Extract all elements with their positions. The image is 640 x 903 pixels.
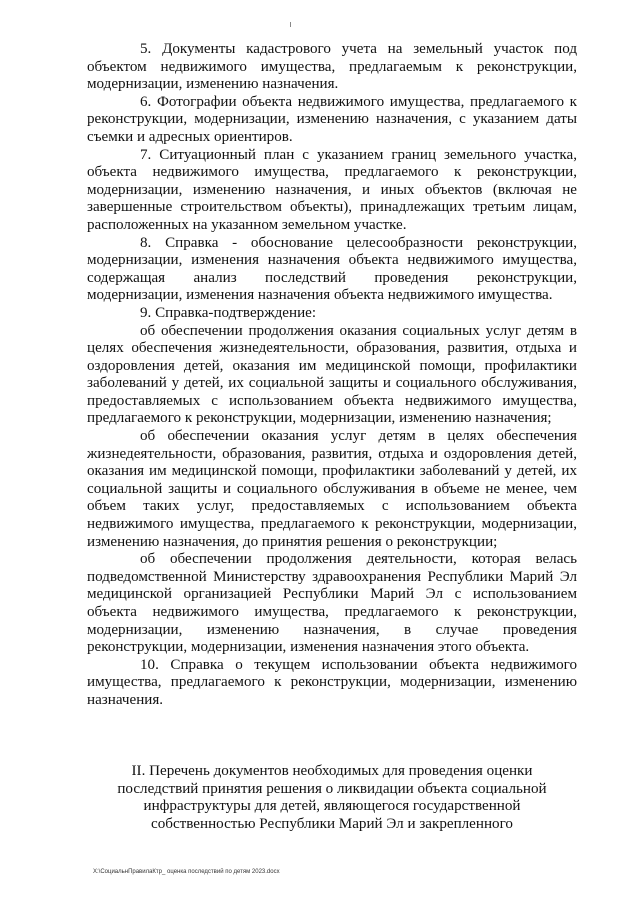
footer-file-path: X:\СоциальнПравилаКтр_ оценка последствий по детям 2023.docx bbox=[93, 869, 280, 875]
section-title-line: II. Перечень документов необходимых для проведения оценки bbox=[131, 763, 533, 779]
item-9-sub-2: об обеспечении оказания услуг детям в целях обеспечения жизнедеятельности, образования, развития, отдыха и оздоровления детей, оказания им медицинской помощи, профилактики заболеваний у детей, их социальной защиты и социального обслуживания в объеме не менее, чем объем таких услуг, предоставляемых с использованием объекта недвижимого имущества, предлагаемого к реконструкции, модернизации, изменению назначения, до принятия решения о реконструкции; bbox=[87, 428, 577, 550]
section-title-line: последствий принятия решения о ликвидации объекта социальной bbox=[117, 780, 547, 797]
page-mark bbox=[290, 22, 291, 27]
item-10: 10. Справка о текущем использовании объекта недвижимого имущества, предлагаемого к реконструкции, модернизации, изменению назначения. bbox=[87, 656, 577, 708]
section-title bbox=[87, 763, 577, 833]
item-9: 9. Справка-подтверждение: bbox=[140, 304, 317, 321]
item-6: 6. Фотографии объекта недвижимого имущества, предлагаемого к реконструкции, модернизации, изменению назначения, с указанием даты съемки и адресных ориентиров. bbox=[87, 93, 577, 145]
item-5: 5. Документы кадастрового учета на земельный участок под объектом недвижимого имущества, предлагаемым к реконструкции, модернизации, изменению назначения. bbox=[87, 41, 577, 93]
section-title-line: инфраструктуры для детей, являющегося государственной bbox=[143, 798, 521, 815]
item-9-sub-3: об обеспечении продолжения деятельности, которая велась подведомственной Министерству здравоохранения Республики Марий Эл медицинской организацией Республики Марий Эл с использованием объекта недвижимого имущества, предлагаемого к реконструкции, модернизации, изменению назначения, в случае проведения реконструкции, модернизации, изменения назначения этого объекта. bbox=[87, 551, 577, 656]
item-7: 7. Ситуационный план с указанием границ земельного участка, объекта недвижимого имущества, предлагаемого к реконструкции, модернизации, изменению назначения, и иных объектов (включая не завершенные строительством объекты), принадлежащих третьим лицам, расположенных на указанном земельном участке. bbox=[87, 146, 577, 233]
document-body bbox=[87, 41, 577, 710]
item-8: 8. Справка - обоснование целесообразности реконструкции, модернизации, изменения назначения объекта недвижимого имущества, содержащая анализ последствий проведения реконструкции, модернизации, изменения назначения объекта недвижимого имущества. bbox=[87, 234, 577, 304]
section-title-line: собственностью Республики Марий Эл и закрепленного bbox=[151, 815, 513, 832]
item-9-sub-1: об обеспечении продолжения оказания социальных услуг детям в целях обеспечения жизнедеятельности, образования, развития, отдыха и оздоровления детей, оказания им медицинской помощи, профилактики заболеваний у детей, их социальной защиты и социального обслуживания, предоставляемых с использованием объекта недвижимого имущества, предлагаемого к реконструкции, модернизации, изменению назначения; bbox=[87, 322, 577, 427]
